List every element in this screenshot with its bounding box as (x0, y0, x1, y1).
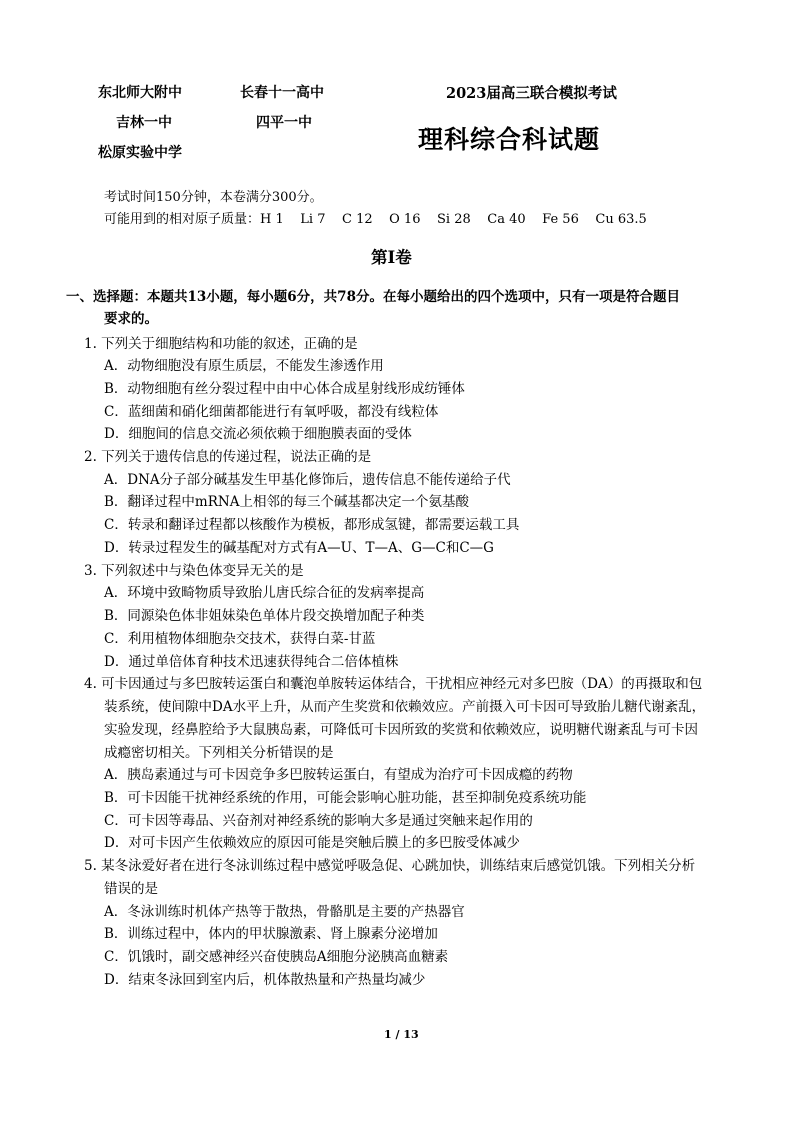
exam-time-info: 考试时间150分钟，本卷满分300分。 (104, 190, 323, 205)
option-a: A．环境中致畸物质导致胎儿唐氏综合征的发病率提高 (104, 585, 425, 601)
option-c: C．蓝细菌和硝化细菌都能进行有氧呼吸，都没有线粒体 (104, 404, 439, 420)
option-b: B．同源染色体非姐妹染色单体片段交换增加配子种类 (104, 608, 425, 624)
option-d: D．细胞间的信息交流必须依赖于细胞膜表面的受体 (104, 426, 412, 442)
question-stem: 3. 下列叙述中与染色体变异无关的是 (84, 563, 304, 579)
option-d: D．转录过程发生的碱基配对方式有A—U、T—A、G—C和C—G (104, 540, 494, 556)
section-heading: 一、选择题：本题共13小题，每小题6分，共78分。在每小题给出的四个选项中，只有一项是符合题目 (66, 289, 680, 305)
section-heading-cont: 要求的。 (104, 311, 158, 327)
school-name-2: 长春十一高中 (240, 85, 324, 101)
option-c: C．转录和翻译过程都以核酸作为模板，都形成氢键，都需要运载工具 (104, 517, 520, 533)
option-c: C．饥饿时，副交感神经兴奋使胰岛A细胞分泌胰高血糖素 (104, 949, 449, 965)
question-stem: 4. 可卡因通过与多巴胺转运蛋白和囊泡单胺转运体结合，干扰相应神经元对多巴胺（DA）的再摄取和包 (84, 676, 703, 692)
question-stem: 2. 下列关于遗传信息的传递过程，说法正确的是 (84, 449, 372, 465)
question-stem: 5. 某冬泳爱好者在进行冬泳训练过程中感觉呼吸急促、心跳加快，训练结束后感觉饥饿。下列相关分析 (84, 858, 696, 874)
option-d: D．通过单倍体育种技术迅速获得纯合二倍体植株 (104, 654, 399, 670)
question-stem-cont: 错误的是 (104, 881, 158, 897)
option-b: B．翻译过程中mRNA上相邻的每三个碱基都决定一个氨基酸 (104, 494, 469, 510)
page-number: 1 / 13 (384, 1028, 419, 1041)
option-a: A．冬泳训练时机体产热等于散热，骨骼肌是主要的产热器官 (104, 904, 465, 920)
option-a: A．动物细胞没有原生质层，不能发生渗透作用 (104, 358, 384, 374)
volume-title: 第I卷 (371, 248, 412, 267)
option-c: C．利用植物体细胞杂交技术，获得白菜-甘蓝 (104, 631, 376, 647)
school-name-5: 松原实验中学 (98, 145, 182, 161)
option-c: C．可卡因等毒品、兴奋剂对神经系统的影响大多是通过突触来起作用的 (104, 813, 533, 829)
option-b: B．动物细胞有丝分裂过程中由中心体合成星射线形成纺锤体 (104, 381, 465, 397)
school-name-4: 四平一中 (256, 115, 312, 131)
option-d: D．结束冬泳回到室内后，机体散热量和产热量均减少 (104, 972, 426, 988)
question-stem-cont: 实验发现，经鼻腔给予大鼠胰岛素，可降低可卡因所致的奖赏和依赖效应，说明糖代谢紊乱与可卡因 (104, 722, 698, 738)
school-name-1: 东北师大附中 (98, 85, 182, 101)
school-name-3: 吉林一中 (116, 115, 172, 131)
option-a: A．DNA分子部分碱基发生甲基化修饰后，遗传信息不能传递给子代 (104, 472, 511, 488)
subject-title: 理科综合科试题 (418, 125, 601, 154)
question-stem-cont: 成瘾密切相关。下列相关分析错误的是 (104, 745, 334, 761)
atomic-mass-info: 可能用到的相对原子质量：H 1 Li 7 C 12 O 16 Si 28 Ca 40 Fe 56 Cu 63.5 (104, 212, 647, 227)
exam-title: 2023届高三联合模拟考试 (446, 85, 617, 102)
question-stem-cont: 装系统，使间隙中DA水平上升，从而产生奖赏和依赖效应。产前摄入可卡因可导致胎儿糖代谢紊乱， (104, 699, 706, 715)
option-d: D．对可卡因产生依赖效应的原因可能是突触后膜上的多巴胺受体减少 (104, 835, 520, 851)
question-stem: 1. 下列关于细胞结构和功能的叙述，正确的是 (84, 336, 358, 352)
option-b: B．训练过程中，体内的甲状腺激素、肾上腺素分泌增加 (104, 926, 438, 942)
option-a: A．胰岛素通过与可卡因竞争多巴胺转运蛋白，有望成为治疗可卡因成瘾的药物 (104, 767, 573, 783)
option-b: B．可卡因能干扰神经系统的作用，可能会影响心脏功能，甚至抑制免疫系统功能 (104, 790, 587, 806)
